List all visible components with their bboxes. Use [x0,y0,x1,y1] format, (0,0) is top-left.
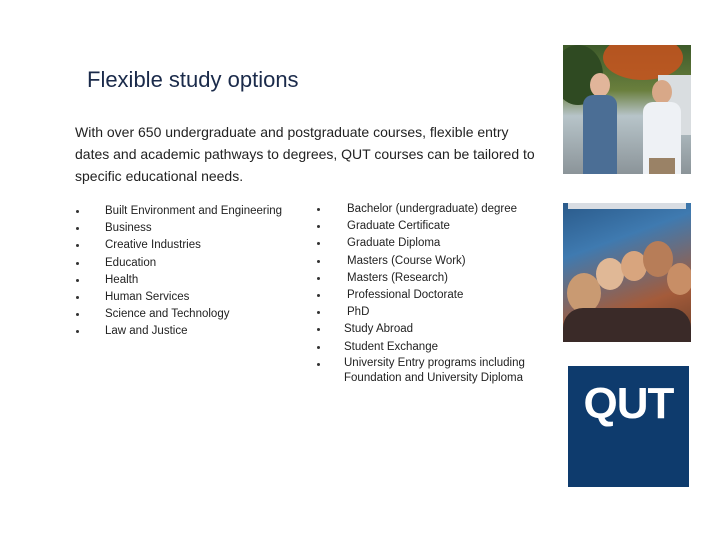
qut-logo [568,366,689,487]
bullet-icon [76,313,79,316]
faculty-label: Health [105,273,139,286]
bullet-icon [76,262,79,265]
faculty-label: Business [105,222,152,235]
bullet-icon [76,244,79,247]
bullet-icon [76,279,79,282]
bullet-icon [317,294,320,297]
course-label: University Entry programs including Foundation and University Diploma [344,356,525,384]
course-label: Bachelor (undergraduate) degree [347,203,518,215]
bullet-icon [317,225,320,228]
bullet-icon [317,363,320,366]
list-item [344,321,539,338]
bullet-icon [76,330,79,333]
logo-text: QUT [583,379,674,428]
faculty-label: Creative Industries [105,239,201,252]
faculty-label: Law and Justice [105,325,188,338]
slide-title: Flexible study options [87,67,299,92]
list-item [344,287,539,304]
list-item [105,306,282,323]
faculty-label: Human Services [105,291,190,304]
bullet-icon [317,242,320,245]
faculty-label: Built Environment and Engineering [105,205,283,217]
course-label: PhD [347,306,370,319]
course-label: Graduate Diploma [347,237,441,250]
bullet-icon [317,208,320,211]
bullet-icon [317,260,320,263]
list-item [344,270,539,287]
list-item [344,235,539,252]
bullet-icon [317,346,320,349]
course-label: Masters (Course Work) [347,254,466,267]
course-label: Study Abroad [344,323,414,336]
list-item [105,272,282,289]
group-photo [563,203,691,342]
list-item [105,237,282,254]
list-item [105,289,282,306]
course-label: Professional Doctorate [347,289,464,302]
list-item [344,339,539,356]
bullet-icon [317,277,320,280]
course-label: Student Exchange [344,340,438,353]
intro-paragraph: With over 650 undergraduate and postgraduate courses, flexible entry dates and academic pathways to degrees, QUT courses can be tailored to specific educational needs. [75,124,535,184]
bullet-icon [317,311,320,314]
list-item [344,253,539,270]
faculty-label: Science and Technology [105,308,230,321]
faculty-label: Education [105,256,157,269]
list-item [105,255,282,272]
list-item [344,356,539,386]
list-item [105,323,282,340]
list-item [105,203,282,220]
bullet-icon [76,296,79,299]
course-type-list [344,201,539,386]
list-item [344,304,539,321]
bullet-icon [76,210,79,213]
bullet-icon [76,227,79,230]
list-item [344,201,539,218]
students-photo [563,45,691,174]
list-item [344,218,539,235]
faculty-list [105,203,282,341]
course-label: Masters (Research) [347,271,448,284]
course-label: Graduate Certificate [347,220,450,233]
list-item [105,220,282,237]
bullet-icon [317,328,320,331]
